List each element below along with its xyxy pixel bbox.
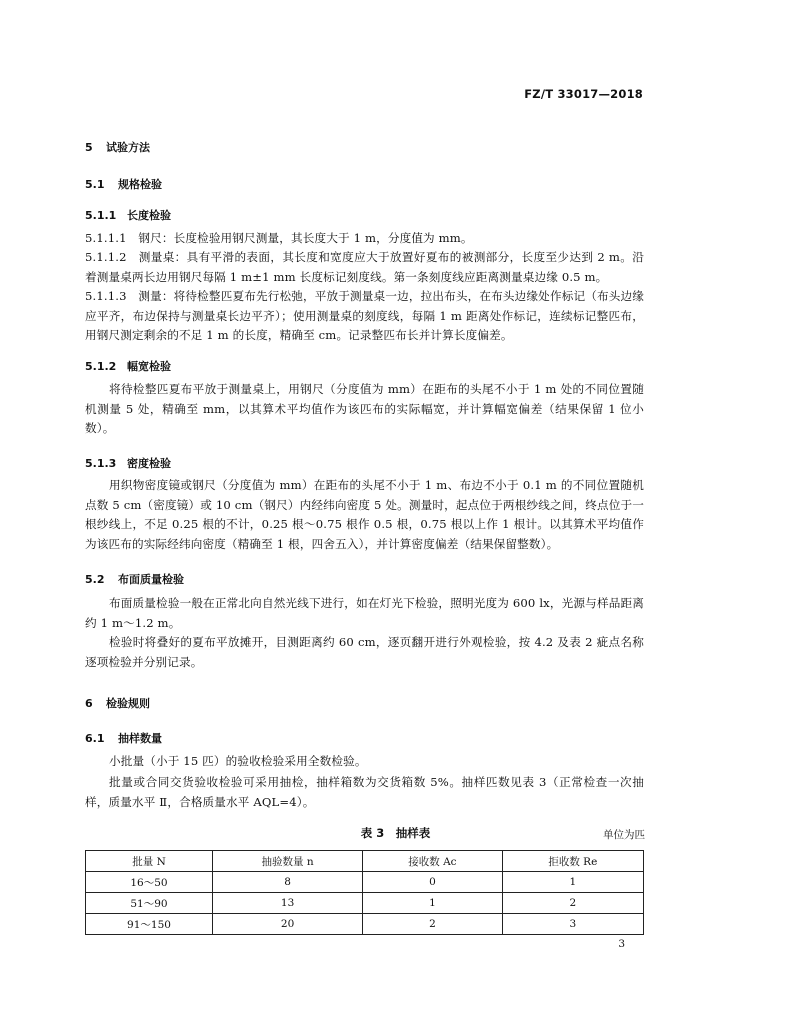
- heading-5-1: [85, 176, 162, 192]
- heading-number: 5.1: [85, 178, 105, 191]
- heading-number: 6: [85, 697, 93, 710]
- heading-title: 幅宽检验: [127, 360, 171, 373]
- table-cell: 1: [363, 893, 502, 914]
- heading-title: 长度检验: [127, 209, 171, 222]
- table-cell: 16～50: [86, 872, 213, 893]
- heading-5-2: [85, 571, 184, 587]
- paragraph-6-1-b: 批量或合同交货验收检验可采用抽检，抽样箱数为交货箱数 5%。抽样匹数见表 3（正常检查一次抽样，质量水平 Ⅱ，合格质量水平 AQL=4）。: [85, 775, 644, 809]
- table-unit: 单位为匹: [603, 829, 645, 841]
- heading-number: 5.1.2: [85, 360, 117, 373]
- table-header-cell: 接收数 Ac: [363, 851, 502, 872]
- page-number: 3: [618, 938, 625, 950]
- table-cell: 0: [363, 872, 502, 893]
- heading-6-1: [85, 730, 162, 746]
- table-cell: 91～150: [86, 914, 213, 935]
- standard-code: FZ/T 33017—2018: [524, 87, 643, 101]
- table-row: [86, 872, 644, 893]
- paragraph-5-1-2: 将待检整匹夏布平放于测量桌上，用钢尺（分度值为 mm）在距布的头尾不小于 1 m 处的不同位置随机测量 5 处，精确至 mm，以其算术平均值作为该匹布的实际幅宽，并计算幅宽偏差（结果保留 1 位小数）。: [85, 382, 644, 435]
- table-row: [86, 893, 644, 914]
- paragraph-5-1-1-1: 5.1.1.1 钢尺：长度检验用钢尺测量，其长度大于 1 m，分度值为 mm。: [85, 231, 473, 245]
- table-cell: 8: [213, 872, 363, 893]
- heading-5-1-3: [85, 455, 171, 471]
- table-caption: 表 3 抽样表: [360, 826, 431, 840]
- heading-number: 5.1.1: [85, 209, 117, 222]
- heading-title: 规格检验: [118, 178, 162, 191]
- table-cell: 13: [213, 893, 363, 914]
- table-header-row: [86, 851, 644, 872]
- heading-5-1-2: [85, 358, 171, 374]
- table-cell: 3: [502, 914, 643, 935]
- table-header-cell: 抽验数量 n: [213, 851, 363, 872]
- table-cell: 51～90: [86, 893, 213, 914]
- table-cell: 1: [502, 872, 643, 893]
- heading-6: [85, 695, 150, 711]
- table-header-cell: 拒收数 Re: [502, 851, 643, 872]
- heading-title: 试验方法: [106, 141, 150, 154]
- table-cell: 2: [502, 893, 643, 914]
- heading-number: 5.2: [85, 573, 105, 586]
- table-cell: 2: [363, 914, 502, 935]
- heading-number: 5.1.3: [85, 457, 117, 470]
- heading-title: 检验规则: [106, 697, 150, 710]
- heading-5-1-1: [85, 207, 171, 223]
- heading-number: 6.1: [85, 732, 105, 745]
- paragraph-6-1-a: 小批量（小于 15 匹）的验收检验采用全数检验。: [109, 754, 367, 768]
- heading-title: 抽样数量: [118, 732, 162, 745]
- sampling-table: [85, 850, 644, 935]
- heading-title: 密度检验: [127, 457, 171, 470]
- paragraph-5-1-1-2: 5.1.1.2 测量桌：具有平滑的表面，其长度和宽度应大于放置好夏布的被测部分，长度至少达到 2 m。沿着测量桌两长边用钢尺每隔 1 m±1 mm 长度标记刻度线。第一条刻度线应距离测量桌边缘 0.5 m。: [85, 250, 644, 284]
- paragraph-5-1-1-3: 5.1.1.3 测量：将待检整匹夏布先行松弛，平放于测量桌一边，拉出布头，在布头边缘处作标记（布头边缘应平齐，布边保持与测量桌长边平齐）；使用测量桌的刻度线，每隔 1 m 距离处作标记，连续标记整匹布，用钢尺测定剩余的不足 1 m 的长度，精确至 cm。记录整匹布长并计算长度偏差。: [85, 289, 644, 342]
- heading-title: 布面质量检验: [118, 573, 184, 586]
- heading-5: [85, 139, 150, 155]
- table-row: [86, 914, 644, 935]
- paragraph-5-2-b: 检验时将叠好的夏布平放摊开，目测距离约 60 cm，逐页翻开进行外观检验，按 4.2 及表 2 疵点名称逐项检验并分别记录。: [85, 635, 644, 669]
- heading-number: 5: [85, 141, 93, 154]
- table-cell: 20: [213, 914, 363, 935]
- paragraph-5-2-a: 布面质量检验一般在正常北向自然光线下进行，如在灯光下检验，照明光度为 600 lx，光源与样品距离约 1 m～1.2 m。: [85, 596, 644, 630]
- paragraph-5-1-3: 用织物密度镜或钢尺（分度值为 mm）在距布的头尾不小于 1 m、布边不小于 0.1 m 的不同位置随机点数 5 cm（密度镜）或 10 cm（钢尺）内经纬向密度 5 处。测量时，起点位于两根纱线之间，终点位于一根纱线上，不足 0.25 根的不计，0.25 根～0.75 根作 0.5 根，0.75 根以上作 1 根计。以其算术平均值作为该匹布的实际经纬向密度（精确至 1 根，四舍五入），并计算密度偏差（结果保留整数）。: [85, 478, 644, 551]
- table-header-cell: 批量 N: [86, 851, 213, 872]
